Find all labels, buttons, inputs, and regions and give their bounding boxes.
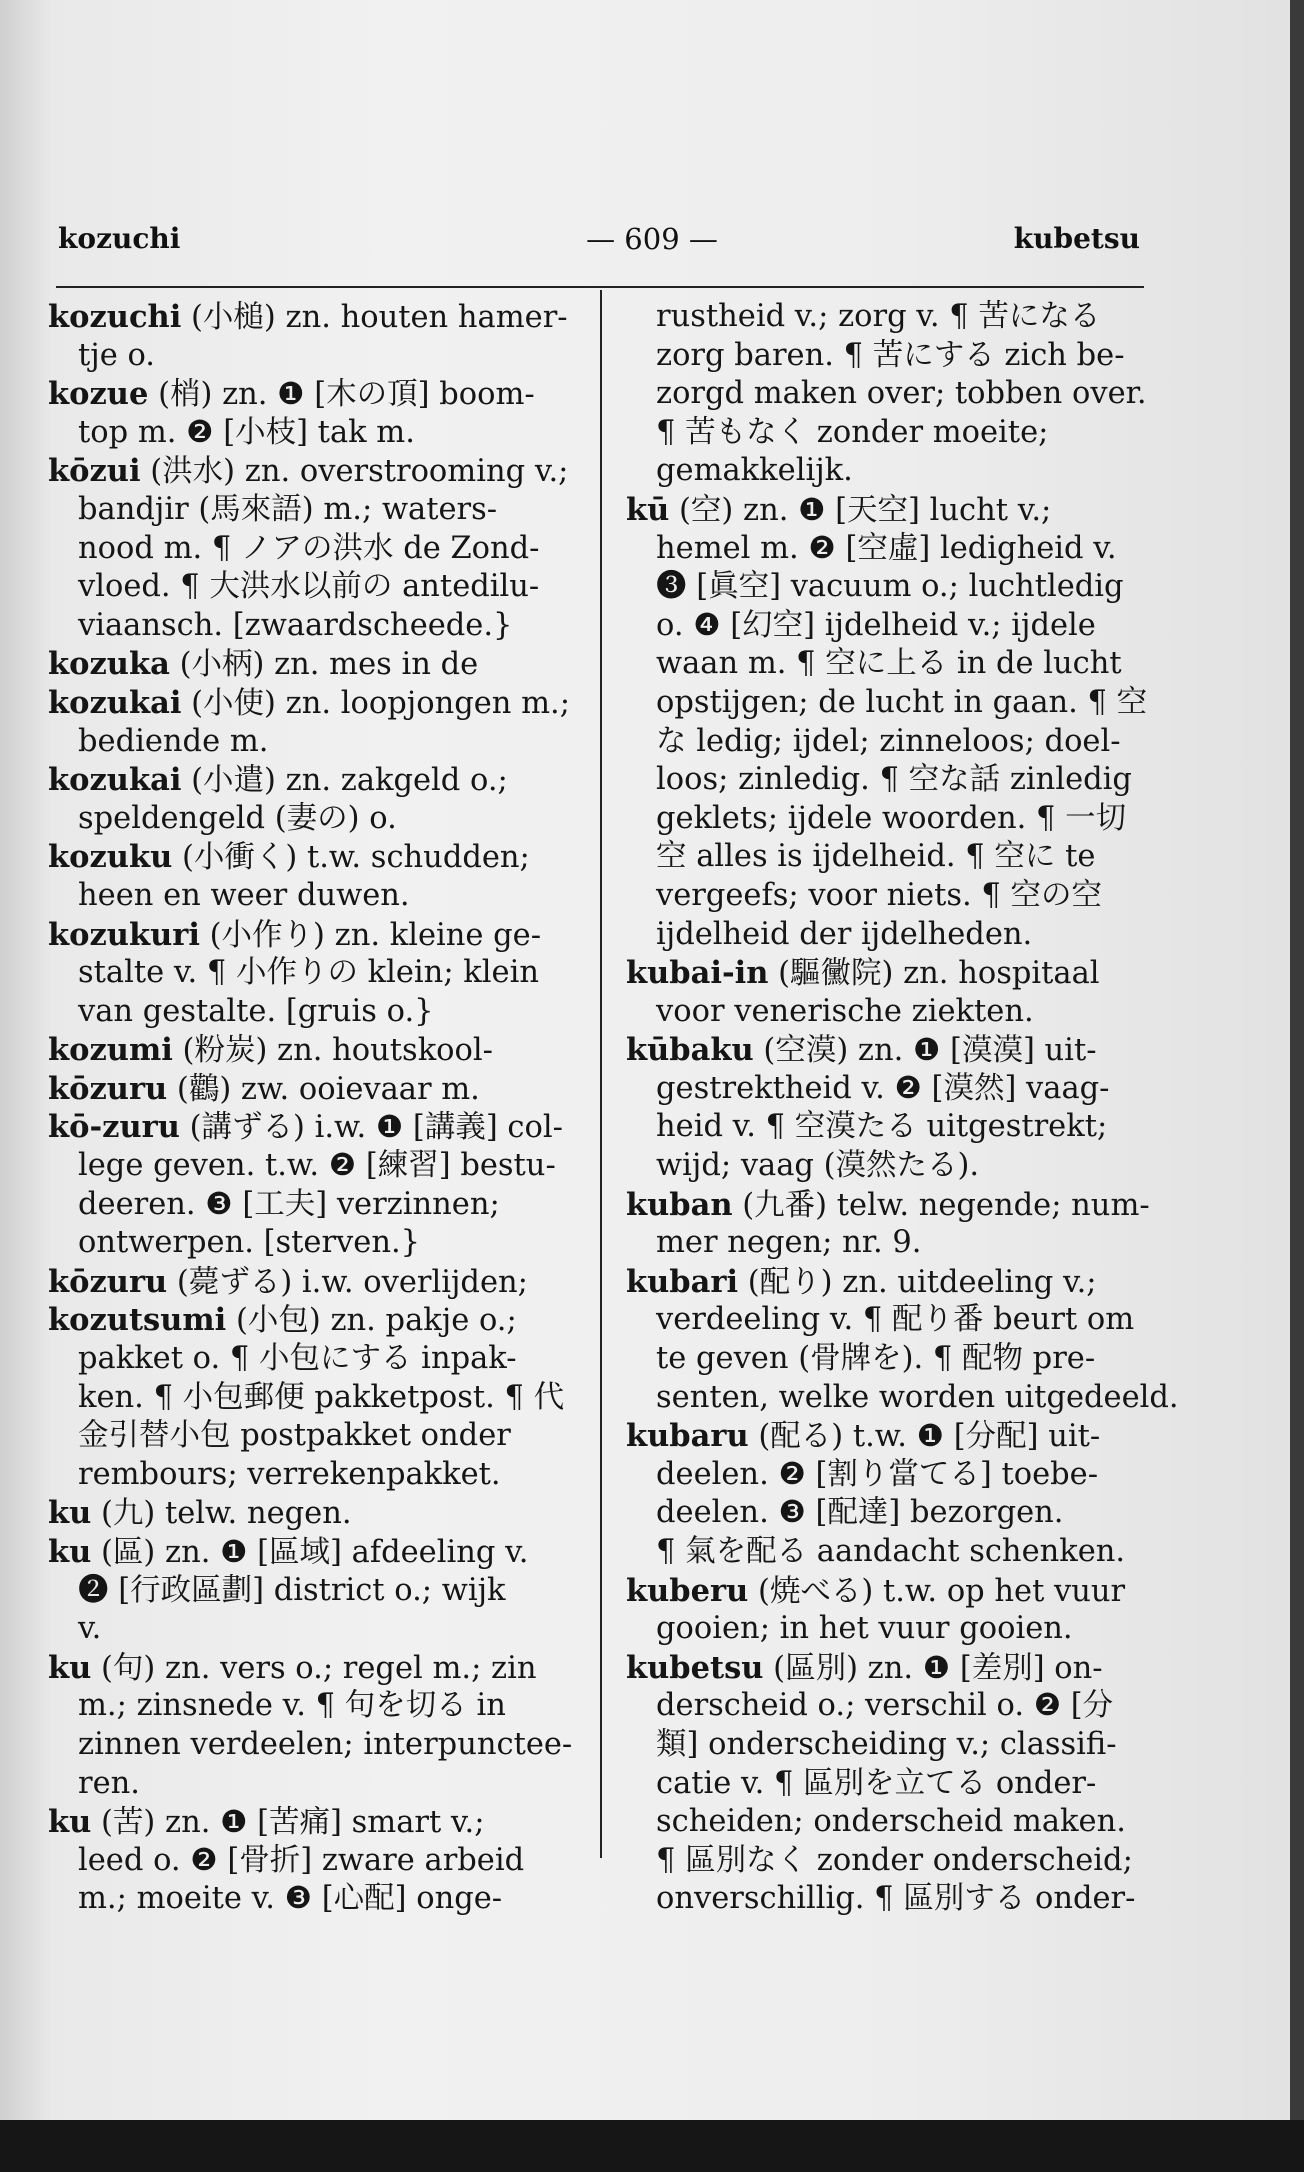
entry-text: ❷ [行政區劃] district o.; wijk <box>78 1572 506 1608</box>
dictionary-line <box>626 414 1166 453</box>
entry-text: tje o. <box>78 337 155 373</box>
entry-text: (空) zn. ❶ [天空] lucht v.; <box>669 492 1052 528</box>
entry-text: senten, welke worden uitgedeeld. <box>656 1379 1179 1415</box>
dictionary-line <box>626 1494 1166 1533</box>
dictionary-line <box>626 993 1166 1032</box>
entry-text: gemakkelijk. <box>656 453 853 489</box>
dictionary-line <box>48 607 578 646</box>
entry-headword: kozuchi <box>48 299 182 335</box>
entry-text: zorg baren. ¶ 苦にする zich be- <box>656 337 1125 373</box>
dictionary-line <box>48 568 578 607</box>
entry-headword: kozuku <box>48 839 173 876</box>
entry-text: zinnen verdeelen; interpunctee- <box>78 1726 573 1762</box>
entry-text: rustheid v.; zorg v. ¶ 苦になる <box>656 299 1101 334</box>
dictionary-line <box>626 800 1166 839</box>
entry-headword: kūbaku <box>626 1032 754 1069</box>
dictionary-line <box>48 1765 578 1804</box>
entry-text: (小槌) zn. houten hamer- <box>181 300 568 335</box>
dictionary-line <box>48 337 578 376</box>
dictionary-line <box>626 1108 1166 1147</box>
dictionary-line <box>48 1649 578 1688</box>
entry-text: van gestalte. [gruis o.} <box>78 993 434 1029</box>
dictionary-line <box>626 1649 1166 1688</box>
dictionary-line <box>626 1765 1166 1804</box>
dictionary-line <box>48 491 578 530</box>
entry-text: (梢) zn. ❶ [木の頂] boom- <box>148 377 535 413</box>
dictionary-line <box>626 607 1166 646</box>
dictionary-line <box>48 877 578 916</box>
dictionary-line <box>626 375 1166 414</box>
entry-headword: kozukai <box>48 684 182 721</box>
dictionary-line <box>48 1533 578 1572</box>
entry-text: (薨ずる) i.w. overlijden; <box>167 1264 528 1300</box>
entry-headword: ku <box>48 1804 92 1841</box>
entry-headword: kū <box>626 491 670 528</box>
entry-text: ijdelheid der ijdelheden. <box>656 916 1033 952</box>
dictionary-line <box>48 954 578 993</box>
entry-text: loos; zinledig. ¶ 空な話 zinledig <box>656 762 1132 798</box>
dictionary-line <box>626 1880 1166 1919</box>
dictionary-line <box>626 491 1166 530</box>
dictionary-line <box>48 298 578 337</box>
entry-text: (鸛) zw. ooievaar m. <box>167 1071 480 1107</box>
entry-text: (小作り) zn. kleine ge- <box>199 917 542 953</box>
dictionary-line <box>626 1726 1166 1765</box>
dictionary-line <box>626 916 1166 955</box>
entry-headword: kubari <box>626 1263 739 1300</box>
dictionary-line <box>626 1147 1166 1186</box>
entry-text: 類] onderscheiding v.; classifi- <box>656 1726 1117 1762</box>
dictionary-line <box>48 414 578 453</box>
header-left-word: kozuchi <box>58 222 181 255</box>
entry-headword: kozuka <box>48 646 170 683</box>
dictionary-line <box>48 1379 578 1418</box>
entry-headword: ku <box>48 1534 92 1570</box>
entry-text: heen en weer duwen. <box>78 877 410 913</box>
entry-text: geklets; ijdele woorden. ¶ 一切 <box>656 800 1127 836</box>
dictionary-line <box>626 723 1166 762</box>
dictionary-line <box>48 723 578 762</box>
entry-text: (區別) zn. ❶ [差別] on- <box>763 1650 1103 1686</box>
entry-text: (配る) t.w. ❶ [分配] uit- <box>748 1419 1101 1455</box>
dictionary-line <box>626 1301 1166 1340</box>
entry-text: vloed. ¶ 大洪水以前の antedilu- <box>78 569 540 605</box>
entry-text: pakket o. ¶ 小包にする inpak- <box>78 1341 517 1377</box>
dictionary-line <box>48 1186 578 1225</box>
entry-text: derscheid o.; verschil o. ❷ [分 <box>656 1688 1114 1724</box>
entry-headword: kōzuru <box>48 1263 168 1300</box>
dictionary-line <box>48 1842 578 1881</box>
dictionary-line <box>48 1070 578 1109</box>
entry-text: lege geven. t.w. ❷ [練習] bestu- <box>78 1148 556 1184</box>
entry-headword: kōzuru <box>48 1070 168 1107</box>
entry-headword: kubai-in <box>626 955 769 992</box>
dictionary-line <box>48 452 578 491</box>
entry-text: hemel m. ❷ [空虛] ledigheid v. <box>656 530 1117 566</box>
entry-headword: kozue <box>48 376 149 413</box>
entry-text: stalte v. ¶ 小作りの klein; klein <box>78 955 539 991</box>
dictionary-line <box>48 1147 578 1186</box>
header-rule <box>56 286 1144 288</box>
entry-text: (小柄) zn. mes in de <box>169 647 479 683</box>
dictionary-line <box>626 452 1166 491</box>
entry-text: 空 alles is ijdelheid. ¶ 空に te <box>656 839 1096 875</box>
entry-text: voor venerische ziekten. <box>656 993 1034 1029</box>
entry-text: m.; zinsnede v. ¶ 句を切る in <box>78 1688 506 1724</box>
dictionary-line <box>626 1070 1166 1109</box>
entry-text: rembours; verrekenpakket. <box>78 1456 501 1492</box>
dictionary-line <box>48 1417 578 1456</box>
dictionary-line <box>48 1224 578 1263</box>
entry-text: ¶ 區別なく zonder onderscheid; <box>656 1842 1133 1878</box>
dictionary-line <box>48 1456 578 1495</box>
entry-headword: kuban <box>626 1186 733 1223</box>
entry-text: nood m. ¶ ノアの洪水 de Zond- <box>78 530 540 566</box>
dictionary-line <box>626 684 1166 723</box>
dictionary-line <box>626 1263 1166 1302</box>
entry-text: te geven (骨牌を). ¶ 配物 pre- <box>656 1341 1096 1377</box>
entry-text: ❸ [眞空] vacuum o.; luchtledig <box>656 569 1124 605</box>
entry-text: ¶ 氣を配る aandacht schenken. <box>656 1534 1126 1569</box>
entry-headword: kozutsumi <box>48 1302 227 1339</box>
entry-text: (小包) zn. pakje o.; <box>226 1303 517 1339</box>
entry-headword: ku <box>48 1495 92 1532</box>
entry-text: waan m. ¶ 空に上る in de lucht <box>656 646 1122 682</box>
dictionary-line <box>626 1224 1166 1263</box>
header-right-word: kubetsu <box>1013 222 1140 255</box>
entry-text: (焼べる) t.w. op het vuur <box>748 1573 1126 1609</box>
dictionary-line <box>48 684 578 723</box>
entry-text: (小衝く) t.w. schudden; <box>172 840 530 876</box>
right-column <box>626 298 1179 1919</box>
entry-text: heid v. ¶ 空漠たる uitgestrekt; <box>656 1109 1108 1145</box>
page-number: — 609 — <box>586 222 718 256</box>
entry-headword: kōzui <box>48 453 141 490</box>
entry-text: deelen. ❸ [配達] bezorgen. <box>656 1495 1064 1531</box>
dictionary-line <box>48 1263 578 1302</box>
entry-text: (粉炭) zn. houtskool- <box>172 1033 493 1069</box>
dictionary-line <box>48 1301 578 1340</box>
dictionary-line <box>626 1533 1166 1572</box>
dictionary-line <box>626 530 1166 569</box>
entry-text: catie v. ¶ 區別を立てる onder- <box>656 1765 1097 1801</box>
dictionary-line <box>48 916 578 955</box>
entry-text: gooien; in het vuur gooien. <box>656 1611 1073 1647</box>
entry-text: (空漠) zn. ❶ [漠漠] uit- <box>753 1033 1097 1069</box>
entry-text: (句) zn. vers o.; regel m.; zin <box>91 1650 537 1686</box>
entry-text: (苦) zn. ❶ [苦痛] smart v.; <box>91 1805 485 1841</box>
entry-text: (小使) zn. loopjongen m.; <box>181 685 571 721</box>
entry-text: ontwerpen. [sterven.} <box>78 1225 421 1261</box>
dictionary-line <box>48 1494 578 1533</box>
entry-text: ken. ¶ 小包郵便 pakketpost. ¶ 代 <box>78 1379 565 1415</box>
dictionary-line <box>626 877 1166 916</box>
dictionary-line <box>626 1031 1166 1070</box>
entry-text: (九番) telw. negende; num- <box>732 1187 1150 1223</box>
entry-headword: kubetsu <box>626 1649 764 1686</box>
entry-headword: kozumi <box>48 1032 173 1069</box>
dictionary-line <box>626 1379 1179 1418</box>
dictionary-line <box>48 1803 578 1842</box>
entry-headword: ku <box>48 1649 92 1686</box>
dictionary-line <box>48 1340 578 1379</box>
entry-text: bandjir (馬來語) m.; waters- <box>78 491 498 527</box>
dictionary-line <box>48 645 578 684</box>
dictionary-line <box>626 645 1166 684</box>
entry-text: (九) telw. negen. <box>91 1496 352 1532</box>
entry-text: mer negen; nr. 9. <box>656 1225 922 1261</box>
dictionary-line <box>626 1456 1166 1495</box>
entry-text: (小遣) zn. zakgeld o.; <box>181 763 508 799</box>
entry-text: deelen. ❷ [割り當てる] toebe- <box>656 1456 1099 1492</box>
dictionary-line <box>626 337 1166 376</box>
entry-text: vergeefs; voor niets. ¶ 空の空 <box>656 877 1102 913</box>
dictionary-line <box>626 761 1166 800</box>
dictionary-line <box>48 530 578 569</box>
entry-text: (區) zn. ❶ [區域] afdeeling v. <box>91 1535 529 1570</box>
entry-text: onverschillig. ¶ 區別する onder- <box>656 1881 1136 1917</box>
entry-text: ¶ 苦もなく zonder moeite; <box>656 414 1049 450</box>
dictionary-line <box>48 838 578 877</box>
dictionary-line <box>626 1610 1166 1649</box>
entry-headword: kubaru <box>626 1418 749 1455</box>
entry-text: v. <box>78 1611 102 1647</box>
entry-text: gestrektheid v. ❷ [漠然] vaag- <box>656 1070 1110 1106</box>
entry-text: (洪水) zn. overstrooming v.; <box>140 454 569 490</box>
entry-text: deeren. ❸ [工夫] verzinnen; <box>78 1186 500 1222</box>
entry-text: (講ずる) i.w. ❶ [講義] col- <box>179 1110 563 1146</box>
dictionary-line <box>48 375 578 414</box>
dictionary-line <box>626 568 1166 607</box>
dictionary-line <box>626 954 1166 993</box>
entry-text: viaansch. [zwaardscheede.} <box>78 607 513 643</box>
entry-text: leed o. ❷ [骨折] zware arbeid <box>78 1842 525 1878</box>
dictionary-line <box>626 1417 1166 1456</box>
entry-headword: kozukuri <box>48 916 200 953</box>
entry-text: m.; moeite v. ❸ [心配] onge- <box>78 1881 503 1917</box>
dictionary-line <box>48 1687 578 1726</box>
entry-text: ren. <box>78 1765 140 1801</box>
dictionary-line <box>626 1572 1166 1611</box>
dictionary-line <box>626 838 1166 877</box>
entry-text: zorgd maken over; tobben over. <box>656 376 1147 412</box>
dictionary-line <box>48 1031 578 1070</box>
dictionary-line <box>626 1842 1166 1881</box>
dictionary-line <box>48 993 578 1032</box>
dictionary-line <box>48 1726 578 1765</box>
dictionary-line <box>626 1687 1166 1726</box>
dictionary-line <box>48 1108 578 1147</box>
entry-text: top m. ❷ [小枝] tak m. <box>78 414 415 450</box>
entry-text: wijd; vaag (漠然たる). <box>656 1148 980 1184</box>
entry-text: 金引替小包 postpakket onder <box>78 1418 511 1454</box>
dictionary-line <box>48 1572 578 1611</box>
entry-headword: kuberu <box>626 1572 749 1609</box>
dictionary-line <box>626 1803 1166 1842</box>
entry-headword: kō-zuru <box>48 1109 180 1146</box>
entry-text: (驅黴院) zn. hospitaal <box>768 956 1100 992</box>
dictionary-line <box>626 1186 1166 1225</box>
column-divider <box>600 290 602 1858</box>
dictionary-line <box>48 1610 578 1649</box>
entry-headword: kozukai <box>48 762 182 799</box>
entry-text: opstijgen; de lucht in gaan. ¶ 空 <box>656 684 1148 720</box>
entry-text: o. ❹ [幻空] ijdelheid v.; ijdele <box>656 607 1096 643</box>
entry-text: speldengeld (妻の) o. <box>78 800 397 836</box>
dictionary-line <box>48 800 578 839</box>
entry-text: (配り) zn. uitdeeling v.; <box>738 1264 1097 1300</box>
left-column <box>48 298 578 1919</box>
entry-text: scheiden; onderscheid maken. <box>656 1804 1126 1840</box>
entry-text: bediende m. <box>78 723 269 759</box>
scan-bottom-edge <box>0 2120 1304 2172</box>
entry-text: verdeeling v. ¶ 配り番 beurt om <box>656 1302 1135 1338</box>
dictionary-line <box>48 761 578 800</box>
dictionary-line <box>626 298 1166 337</box>
dictionary-line <box>626 1340 1166 1379</box>
entry-text: な ledig; ijdel; zinneloos; doel- <box>656 723 1121 759</box>
dictionary-line <box>48 1880 578 1919</box>
